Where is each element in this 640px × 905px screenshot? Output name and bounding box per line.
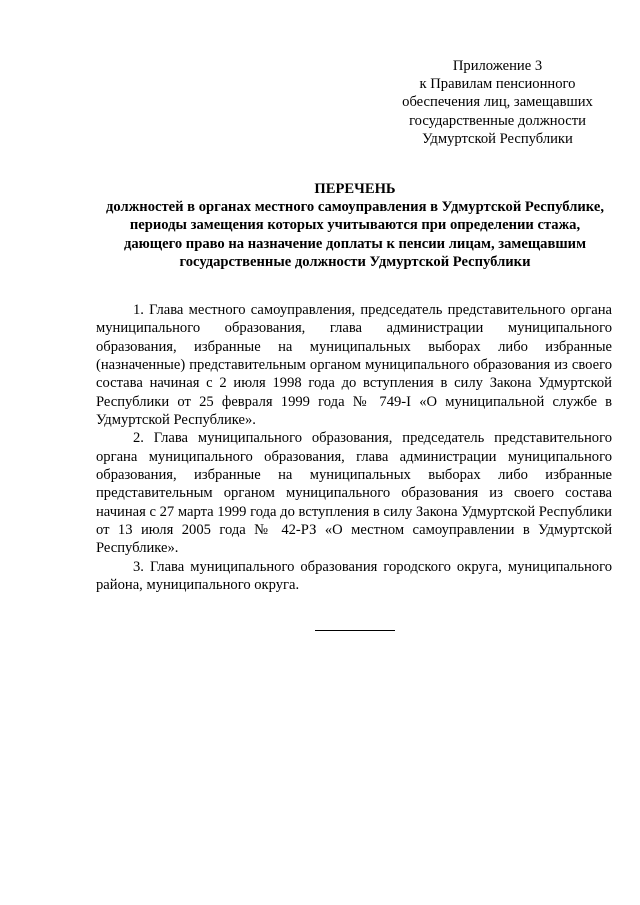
list-item: 1. Глава местного самоуправления, председатель представительного органа муниципального образования, глава администрации муниципального образования, избранные на муниципальных выборах либо избранные (назначенные) представительным органом муниципального образования из своего состава начиная с 2 июля 1998 года до вступления в силу Закона Удмуртской Республики от 25 февраля 1999 года № 749-I «О муниципальной службе в Удмуртской Республике». xyxy=(96,302,612,429)
appendix-line: Удмуртской Республики xyxy=(422,130,573,147)
end-separator-line xyxy=(315,630,395,631)
appendix-line: к Правилам пенсионного xyxy=(419,76,576,93)
document-title xyxy=(90,180,620,271)
list-item: 2. Глава муниципального образования, председатель представительного органа муниципального образования, глава администрации муниципального образования, избранные на муниципальных выборах либо избранные представительным органом муниципального образования из своего состава начиная с 27 марта 1999 года до вступления в силу Закона Удмуртской Республики от 13 июля 2005 года № 42-РЗ «О местном самоуправлении в Удмуртской Республике». xyxy=(96,430,612,557)
appendix-line: обеспечения лиц, замещавших xyxy=(402,94,593,111)
appendix-line: государственные должности xyxy=(409,112,586,129)
document-body xyxy=(96,301,612,595)
appendix-line: Приложение 3 xyxy=(452,58,543,74)
title-line: дающего право на назначение доплаты к пенсии лицам, замещавшим xyxy=(123,235,587,252)
title-heading: ПЕРЕЧЕНЬ xyxy=(314,181,396,197)
title-line: государственные должности Удмуртской Республики xyxy=(179,253,531,270)
appendix-header xyxy=(390,57,605,148)
title-line: периоды замещения которых учитываются при определении стажа, xyxy=(129,217,581,234)
title-line: должностей в органах местного самоуправления в Удмуртской Республике, xyxy=(106,199,604,216)
list-item: 3. Глава муниципального образования городского округа, муниципального района, муниципального округа. xyxy=(96,558,612,594)
